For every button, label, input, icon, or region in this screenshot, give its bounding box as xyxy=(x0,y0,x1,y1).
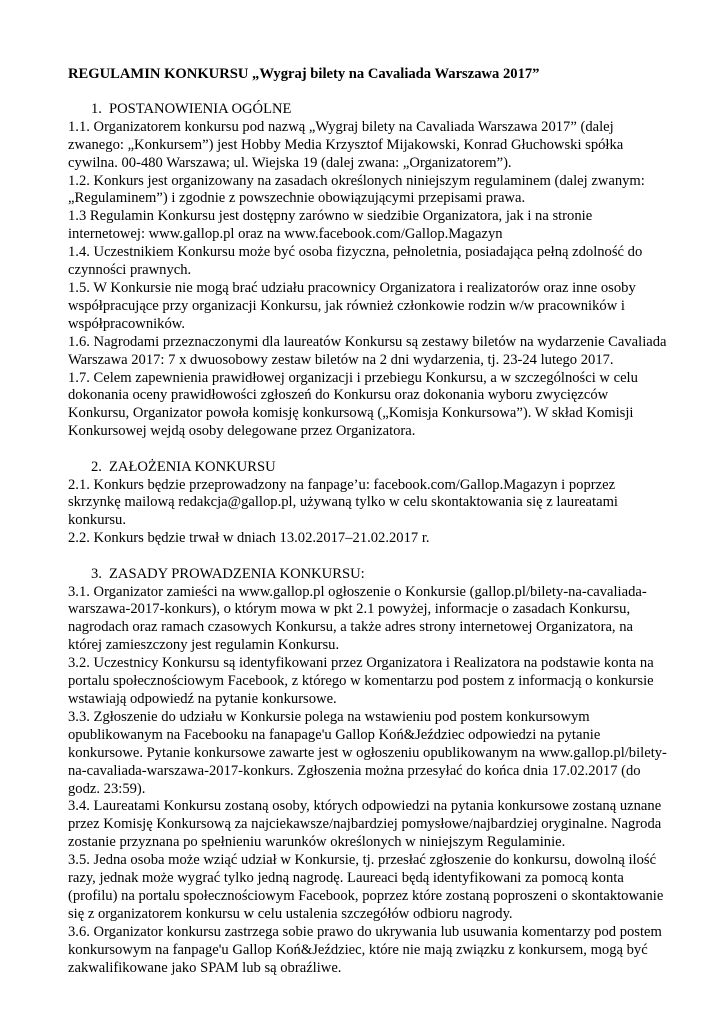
section-title: ZASADY PROWADZENIA KONKURSU: xyxy=(109,565,365,582)
paragraph-2-1: 2.1. Konkurs będzie przeprowadzony na fanpage’u: facebook.com/Gallop.Magazyn i poprzez skrzynkę mailową redakcja@gallop.pl, używaną tylko w celu skontaktowania się z laureatami konkursu. xyxy=(68,476,618,529)
paragraph-1-3: 1.3 Regulamin Konkursu jest dostępny zarówno w siedzibie Organizatora, jak i na stronie internetowej: www.gallop.pl oraz na www.facebook.com/Gallop.Magazyn xyxy=(68,208,593,243)
document-page xyxy=(68,66,668,995)
section-contest-assumptions xyxy=(68,459,668,549)
section-contest-rules xyxy=(68,566,668,978)
paragraph-3-1: 3.1. Organizator zamieści na www.gallop.pl ogłoszenie o Konkursie (gallop.pl/bilety-na-cavaliada-warszawa-2017-konkurs), o którym mowa w pkt 2.1 powyżej, informacje o zasadach Konkursu, nagrodach oraz ramach czasowych Konkursu, a także adres strony internetowej Organizatora, na której zamieszczony jest regulamin Konkursu. xyxy=(68,583,647,654)
section-title: POSTANOWIENIA OGÓLNE xyxy=(109,100,292,117)
paragraph-3-6: 3.6. Organizator konkursu zastrzega sobie prawo do ukrywania lub usuwania komentarzy pod postem konkursowym na fanpage'u Gallop Koń&Jeździec, które nie mają związku z konkursem, mogą być zakwalifikowane jako SPAM lub są obraźliwe. xyxy=(68,923,662,976)
paragraph-3-2: 3.2. Uczestnicy Konkursu są identyfikowani przez Organizatora i Realizatora na podstawie konta na portalu społecznościowym Facebook, z którego w komentarzu pod postem z informacją o konkursie wstawiają odpowiedź na pytanie konkursowe. xyxy=(68,655,654,707)
section-number: 3. xyxy=(91,565,102,582)
section-heading xyxy=(68,566,668,584)
section-title: ZAŁOŻENIA KONKURSU xyxy=(109,458,276,475)
section-number: 2. xyxy=(91,458,102,475)
paragraph-1-1: 1.1. Organizatorem konkursu pod nazwą „Wygraj bilety na Cavaliada Warszawa 2017” (dalej zwanego: „Konkursem”) jest Hobby Media Krzysztof Mijakowski, Konrad Głuchowski spółka cywilna. 00-480 Warszawa; ul. Wiejska 19 (dalej zwana: „Organizatorem”). xyxy=(68,118,624,171)
paragraph-1-7: 1.7. Celem zapewnienia prawidłowej organizacji i przebiegu Konkursu, a w szczególności w celu dokonania oceny prawidłowości zgłoszeń do Konkursu oraz dokonania wyboru zwycięzców Konkursu, Organizator powoła komisję konkursową („Komisja Konkursowa”). W skład Komisji Konkursowej wejdą osoby delegowane przez Organizatora. xyxy=(68,369,638,440)
section-number: 1. xyxy=(91,100,102,117)
section-general-provisions xyxy=(68,101,668,441)
document-title: REGULAMIN KONKURSU „Wygraj bilety na Cavaliada Warszawa 2017” xyxy=(68,66,540,82)
paragraph-1-5: 1.5. W Konkursie nie mogą brać udziału pracownicy Organizatora i realizatorów oraz inne osoby współpracujące przy organizacji Konkursu, jak również członkowie rodzin w/w pracowników i współpracowników. xyxy=(68,279,636,332)
section-heading xyxy=(68,101,668,119)
paragraph-3-5: 3.5. Jedna osoba może wziąć udział w Konkursie, tj. przesłać zgłoszenie do konkursu, dowolną ilość razy, jednak może wygrać tylko jedną nagrodę. Laureaci będą identyfikowani za pomocą konta (profilu) na portalu społecznościowym Facebook, poprzez które zostaną poproszeni o skontaktowanie się z organizatorem konkursu w celu ustalenia szczegółów odbioru nagrody. xyxy=(68,852,664,922)
paragraph-1-6: 1.6. Nagrodami przeznaczonymi dla laureatów Konkursu są zestawy biletów na wydarzenie Cavaliada Warszawa 2017: 7 x dwuosobowy zestaw biletów na 2 dni wydarzenia, tj. 23-24 lutego 2017. xyxy=(68,333,667,368)
paragraph-2-2: 2.2. Konkurs będzie trwał w dniach 13.02.2017–21.02.2017 r. xyxy=(68,530,430,547)
paragraph-3-3: 3.3. Zgłoszenie do udziału w Konkursie polega na wstawieniu pod postem konkursowym opublikowanym na Facebooku na fanapage'u Gallop Koń&Jeździec odpowiedzi na pytanie konkursowe. Pytanie konkursowe zawarte jest w ogłoszeniu opublikowanym na www.gallop.pl/bilety-na-cavaliada-warszawa-2017-konkurs. Zgłoszenia można przesyłać do końca dnia 17.02.2017 (do godz. 23:59). xyxy=(68,708,667,797)
paragraph-3-4: 3.4. Laureatami Konkursu zostaną osoby, których odpowiedzi na pytania konkursowe zostaną uznane przez Komisję Konkursową za najciekawsze/najbardziej pomysłowe/najbardziej oryginalne. Nagroda zostanie przyznana po spełnieniu warunków określonych w niniejszym Regulaminie. xyxy=(68,798,662,851)
paragraph-1-2: 1.2. Konkurs jest organizowany na zasadach określonych niniejszym regulaminem (dalej zwanym: „Regulaminem”) i zgodnie z powszechnie obowiązującymi przepisami prawa. xyxy=(68,172,645,207)
section-heading xyxy=(68,459,668,477)
paragraph-1-4: 1.4. Uczestnikiem Konkursu może być osoba fizyczna, pełnoletnia, posiadająca pełną zdolność do czynności prawnych. xyxy=(68,244,643,279)
